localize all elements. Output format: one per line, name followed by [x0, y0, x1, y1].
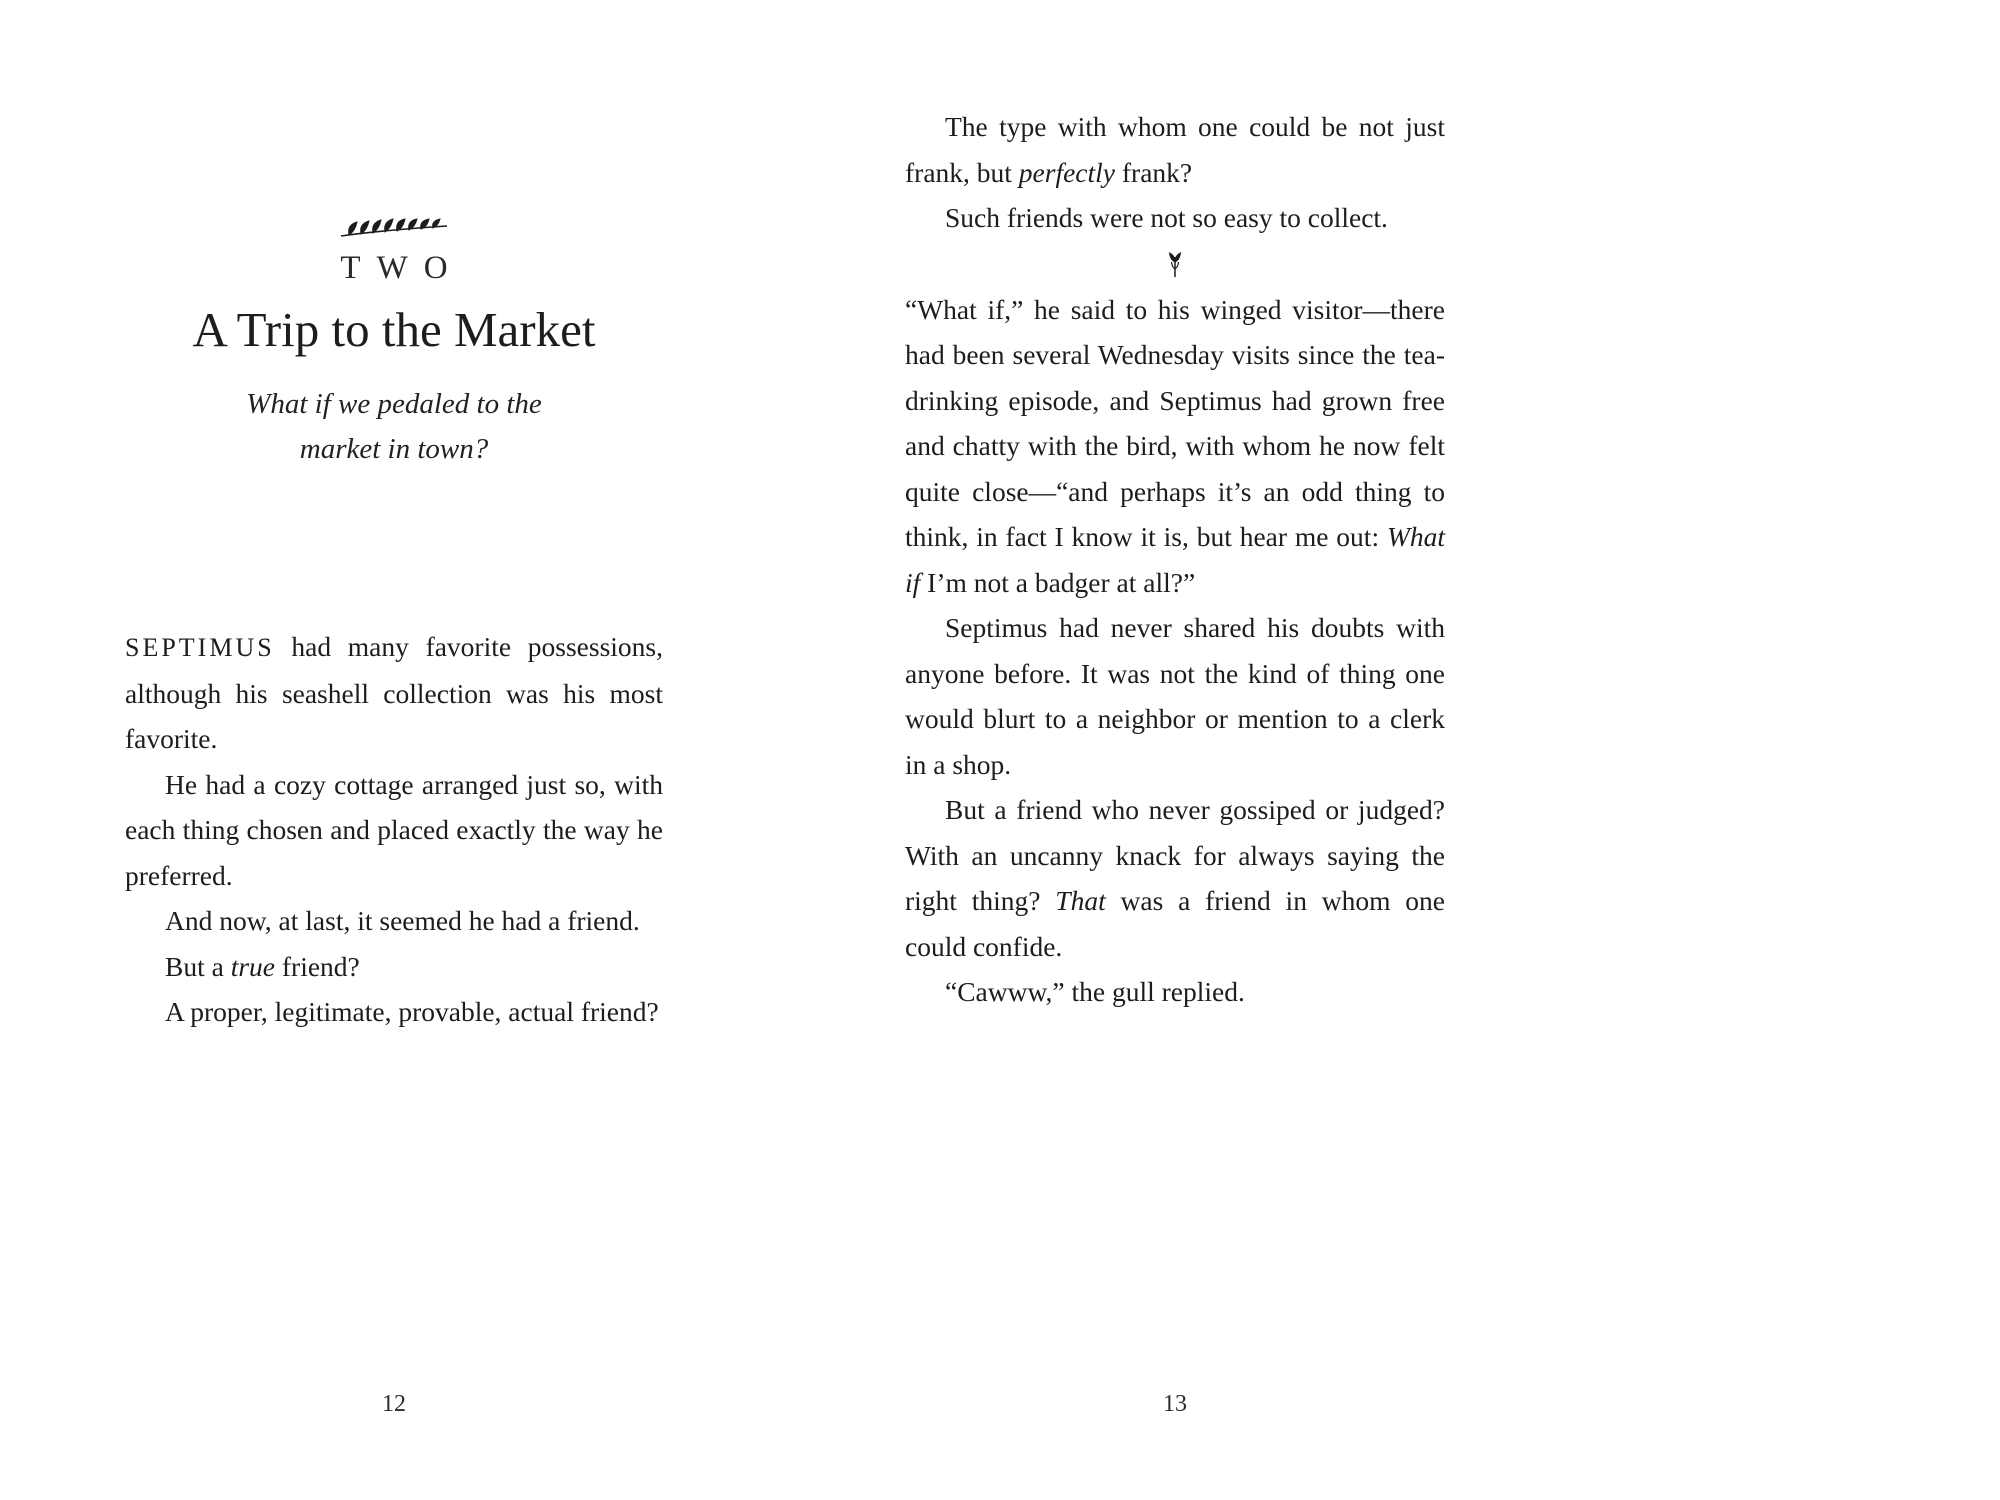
- left-page: [125, 0, 663, 1500]
- epigraph-line: What if we pedaled to the: [246, 388, 542, 420]
- body-text-run: frank?: [1115, 156, 1193, 188]
- body-text-run: The type with whom one could be not just frank, but: [905, 111, 1445, 188]
- feather-branch-icon: [125, 216, 663, 242]
- right-page: [905, 0, 1445, 1500]
- chapter-heading: [125, 0, 663, 472]
- body-text-run: “Cawww,” the gull replied.: [945, 976, 1245, 1007]
- paragraph: [125, 989, 663, 1035]
- sprig-ornament-icon: [905, 241, 1445, 287]
- body-text-run: friend?: [275, 950, 360, 982]
- body-text-run: And now, at last, it seemed he had a friend.: [165, 905, 640, 936]
- paragraph: [905, 969, 1445, 1015]
- paragraph: [905, 195, 1445, 241]
- body-text-run: But a: [165, 950, 231, 982]
- page-number: 13: [1163, 1391, 1187, 1417]
- body-text-run: was a friend in whom one could confide.: [905, 885, 1445, 962]
- body-text-run: I’m not a badger at all?”: [920, 566, 1196, 598]
- paragraph: [905, 787, 1445, 969]
- paragraph: [905, 287, 1445, 606]
- paragraph: [905, 605, 1445, 787]
- emphasis-text: That: [1055, 885, 1106, 916]
- paragraph: [905, 104, 1445, 195]
- body-text-run: A proper, legitimate, provable, actual friend?: [165, 996, 659, 1027]
- body-text-run: Septimus had never shared his doubts with anyone before. It was not the kind of thing one would blurt to a neighbor or mention to a clerk in a shop.: [905, 612, 1445, 780]
- body-text-run: “What if,” he said to his winged visitor—there had been several Wednesday visits since the tea-drinking episode, and Septimus had grown free and chatty with the bird, with whom he now felt quite close—“and perhaps it’s an odd thing to think, in fact I know it is, but hear me out:: [905, 293, 1445, 552]
- page-number: 12: [382, 1391, 406, 1417]
- paragraph: [125, 624, 663, 762]
- body-text-run: had many favorite possessions, although his seashell collection was his most favorite.: [125, 631, 663, 754]
- paragraph: [125, 898, 663, 944]
- chapter-number: TWO: [340, 250, 464, 286]
- emphasis-text: perfectly: [1018, 156, 1115, 188]
- right-page-body-top: [905, 0, 1445, 241]
- emphasis-text: true: [230, 950, 276, 982]
- smallcaps-text: SEPTIMUS: [125, 633, 275, 662]
- chapter-title: A Trip to the Market: [192, 302, 596, 357]
- left-page-body: [125, 624, 663, 1035]
- right-page-body-bottom: [905, 287, 1445, 1015]
- body-text-run: Such friends were not so easy to collect.: [945, 202, 1388, 233]
- epigraph-line: market in town?: [299, 433, 489, 465]
- paragraph: [125, 762, 663, 899]
- chapter-epigraph: [125, 382, 663, 472]
- paragraph: [125, 944, 663, 990]
- emphasis-text: What if: [905, 521, 1445, 598]
- body-text-run: But a friend who never gossiped or judged? With an uncanny knack for always saying the right thing?: [905, 794, 1445, 916]
- body-text-run: He had a cozy cottage arranged just so, with each thing chosen and placed exactly the way he preferred.: [125, 768, 663, 891]
